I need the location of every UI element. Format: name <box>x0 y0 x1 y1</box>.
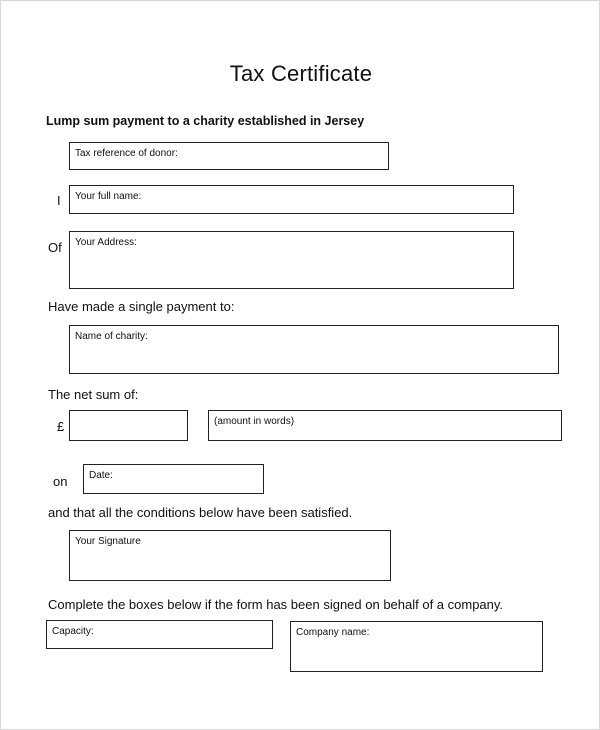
signature-label: Your Signature <box>75 536 141 547</box>
tax-reference-field[interactable] <box>69 142 389 170</box>
conditions-text: and that all the conditions below have been satisfied. <box>48 505 353 520</box>
address-field[interactable] <box>69 231 514 289</box>
full-name-label: Your full name: <box>75 191 142 202</box>
net-sum-label: The net sum of: <box>48 387 139 402</box>
charity-name-field[interactable] <box>69 325 559 374</box>
i-label: I <box>57 193 61 208</box>
company-name-field[interactable] <box>290 621 543 672</box>
single-payment-label: Have made a single payment to: <box>48 299 235 314</box>
amount-words-label: (amount in words) <box>214 416 295 427</box>
amount-figures-field[interactable] <box>69 410 188 441</box>
date-label: Date: <box>89 470 113 481</box>
charity-name-label: Name of charity: <box>75 331 148 342</box>
of-label: Of <box>48 240 62 255</box>
company-name-label: Company name: <box>296 627 370 638</box>
address-label: Your Address: <box>75 237 137 248</box>
form-subtitle: Lump sum payment to a charity established in Jersey <box>46 114 365 128</box>
signature-field[interactable] <box>69 530 391 581</box>
amount-words-field[interactable] <box>208 410 562 441</box>
on-label: on <box>53 474 68 489</box>
date-field[interactable] <box>83 464 264 494</box>
page-title: Tax Certificate <box>229 61 373 86</box>
tax-reference-label: Tax reference of donor: <box>75 148 178 159</box>
pound-sign: £ <box>57 419 65 434</box>
full-name-field[interactable] <box>69 185 514 214</box>
capacity-label: Capacity: <box>52 626 94 637</box>
company-note: Complete the boxes below if the form has been signed on behalf of a company. <box>48 597 504 612</box>
capacity-field[interactable] <box>46 620 273 649</box>
